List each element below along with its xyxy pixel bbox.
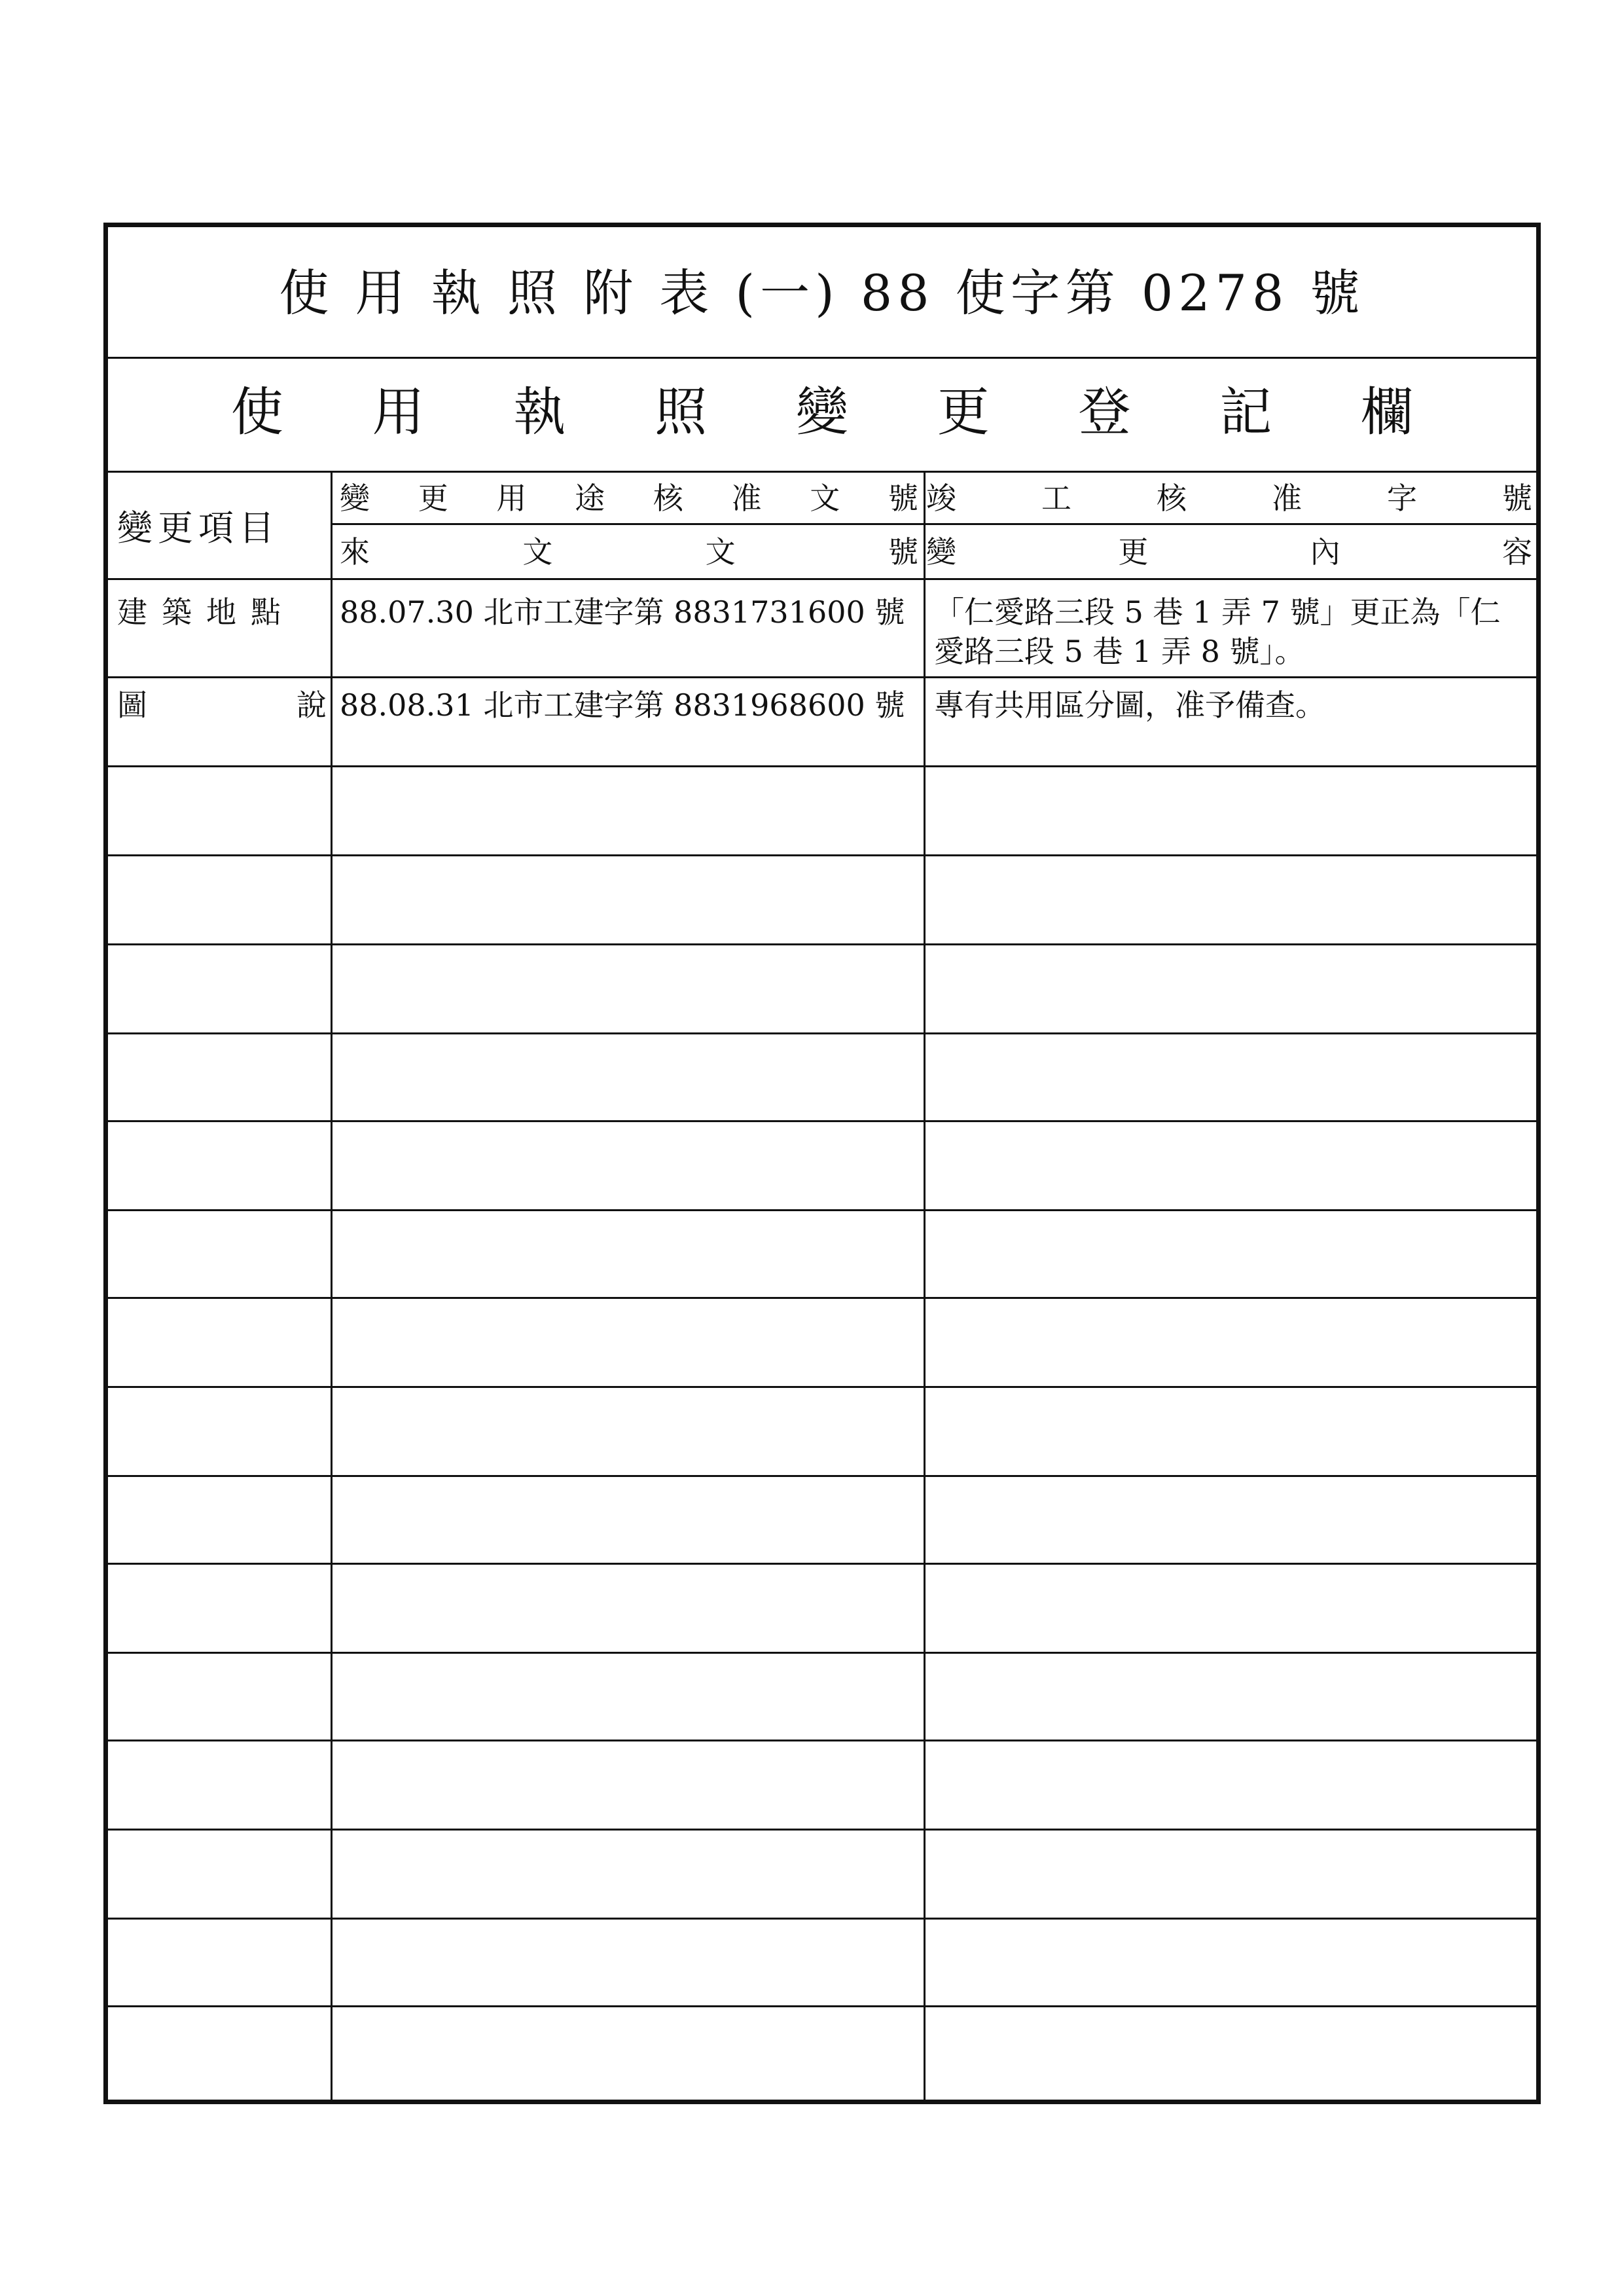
row-divider bbox=[108, 2005, 1536, 2007]
row-divider bbox=[108, 943, 1536, 945]
row-item: 建築地點 bbox=[117, 594, 295, 630]
row-change-content: 「仁愛路三段 5 巷 1 弄 7 號」更正為「仁愛路三段 5 巷 1 弄 8 號」。 bbox=[934, 594, 1501, 669]
change-register-form bbox=[103, 223, 1541, 2104]
row-item: 圖 說 bbox=[117, 687, 327, 723]
sub-title-char: 使 bbox=[230, 382, 283, 443]
column-divider bbox=[924, 471, 926, 2100]
col-header-incoming-no: 來 文 文 號 bbox=[340, 534, 918, 570]
divider bbox=[108, 765, 1536, 767]
col-header-completion-no: 竣 工 核 准 字 號 bbox=[926, 481, 1532, 516]
col-header-approval-no: 變 更 用 途 核 准 文 號 bbox=[340, 481, 918, 516]
row-divider bbox=[108, 854, 1536, 856]
row-divider bbox=[108, 1829, 1536, 1831]
divider bbox=[108, 471, 1536, 473]
row-divider bbox=[108, 1386, 1536, 1388]
row-divider bbox=[108, 1563, 1536, 1565]
col-header-change-content: 變 更 內 容 bbox=[926, 534, 1532, 570]
row-divider bbox=[108, 1120, 1536, 1122]
sub-title-char: 執 bbox=[513, 382, 566, 443]
sub-title-char: 欄 bbox=[1361, 382, 1413, 443]
col-header-item: 變更項目 bbox=[117, 507, 279, 549]
form-main-title: 使 用 執 照 附 表 (一) 88 使字第 0278 號 bbox=[279, 264, 1365, 322]
sub-title-char: 更 bbox=[937, 382, 990, 443]
row-divider bbox=[108, 1209, 1536, 1211]
row-divider bbox=[108, 1652, 1536, 1654]
sub-title-char: 登 bbox=[1078, 382, 1131, 443]
sub-title-char: 記 bbox=[1219, 382, 1272, 443]
divider bbox=[108, 578, 1536, 580]
row-doc-no: 88.08.31 北市工建字第 8831968600 號 bbox=[340, 687, 905, 723]
sub-title-char: 照 bbox=[655, 382, 708, 443]
row-divider bbox=[108, 1918, 1536, 1920]
row-change-content: 專有共用區分圖，准予備查。 bbox=[934, 687, 1325, 723]
divider bbox=[108, 676, 1536, 678]
sub-title-char: 用 bbox=[372, 382, 425, 443]
row-divider bbox=[108, 1475, 1536, 1477]
form-sub-title bbox=[108, 370, 1536, 448]
divider bbox=[331, 523, 1536, 525]
row-divider bbox=[108, 1297, 1536, 1299]
row-divider bbox=[108, 1032, 1536, 1034]
row-doc-no: 88.07.30 北市工建字第 8831731600 號 bbox=[340, 594, 905, 630]
column-divider bbox=[331, 471, 333, 2100]
sub-title-char: 變 bbox=[795, 382, 848, 443]
divider bbox=[108, 357, 1536, 359]
row-divider bbox=[108, 1740, 1536, 1741]
